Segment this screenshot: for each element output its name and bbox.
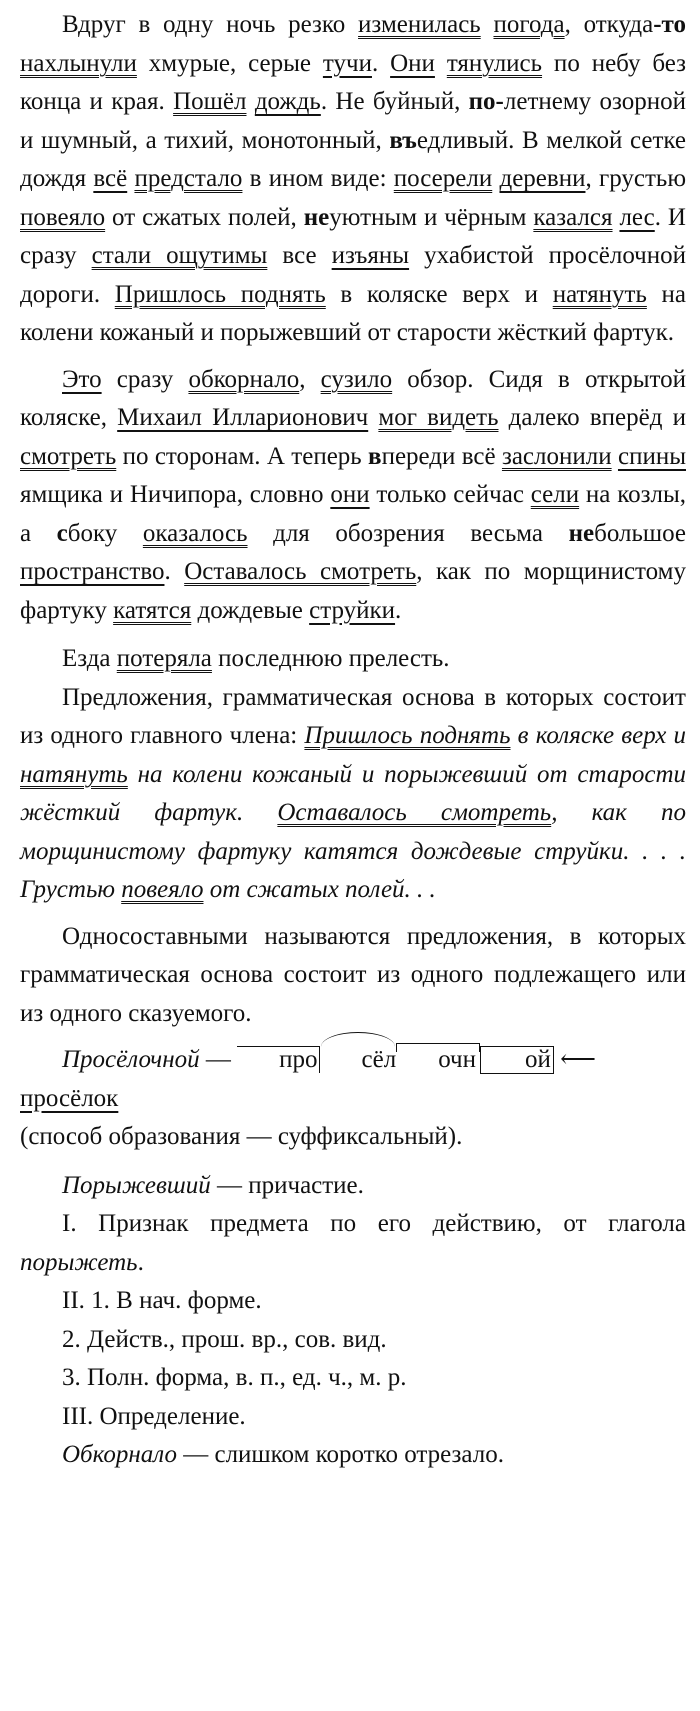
participle-feature-1: I. Признак предмета по его действию, от глагола порыжеть. (20, 1210, 686, 1276)
participle-heading: Порыжевший — причастие. (62, 1171, 364, 1199)
root-mark: сёл (320, 1041, 397, 1080)
paragraph-text-1: Вдруг в одну ночь резко изменилась погода, откуда-то нахлынули хмурые, серые тучи. Они тянулись по небу без конца и края. Пошёл дождь. Не буйный, по-летнему озорной и шумный, а тихий, монотонный, въедливый. В мелкой сетке дождя всё предстало в ином виде: посерели деревни, грустью повеяло от сжатых полей, неуютным и чёрным казался лес. И сразу стали ощутимы все изъяны ухабистой просёлочной дороги. Пришлось поднять в коляске верх и натянуть на колени кожаный и порыжевший от старости жёсткий фартук. (20, 11, 687, 346)
participle-feature-4: 3. Полн. форма, в. п., ед. ч., м. р. (62, 1364, 407, 1391)
paragraph-text-3: Езда потеряла последнюю прелесть. (62, 645, 450, 672)
morpheme-analysis: Просёлочной — про сёл очн ой ⟵ просёлок (20, 1041, 686, 1118)
participle-feature-2: II. 1. В нач. форме. (62, 1287, 262, 1314)
participle-feature-3: 2. Действ., прош. вр., сов. вид. (62, 1325, 387, 1353)
ending-mark: ой (480, 1046, 554, 1074)
paragraph-text-2: Это сразу обкорнало, сузило обзор. Сидя в открытой коляске, Михаил Илларионович мог видеть далеко вперёд и смотреть по сторонам. А теперь впереди всё заслонили спины ямщика и Ничипора, словно они только сейчас сели на козлы, а сбоку оказалось для обозрения весьма небольшое пространство. Оставалось смотреть, как по морщинистому фартуку катятся дождевые струйки. (20, 365, 687, 624)
suffix-mark: очн (396, 1041, 480, 1080)
rule-definition: Односоставными называются предложения, в которых грамматическая основа состоит из одного подлежащего или из одного сказуемого. (20, 922, 686, 1027)
analyzed-word: Просёлочной (62, 1046, 200, 1073)
lexical-meaning: Обкорнало — слишком коротко отрезало. (62, 1441, 504, 1468)
formation-method: (способ образования — суффиксальный). (20, 1123, 463, 1150)
participle-feature-5: III. Определение. (62, 1402, 246, 1430)
prefix-mark: про (237, 1046, 319, 1073)
derivation-arrow-icon: ⟵ (553, 1046, 596, 1073)
answer-one-member-sentences: Предложения, грамматическая основа в которых состоит из одного главного члена: Пришлось поднять в коляске верх и натянуть на колени кожаный и порыжевший от старости жёсткий фартук. Оставалось смотреть, как по морщинистому фартуку катятся дождевые струйки. . . . Грустью повеяло от сжатых полей. . . (20, 683, 686, 903)
